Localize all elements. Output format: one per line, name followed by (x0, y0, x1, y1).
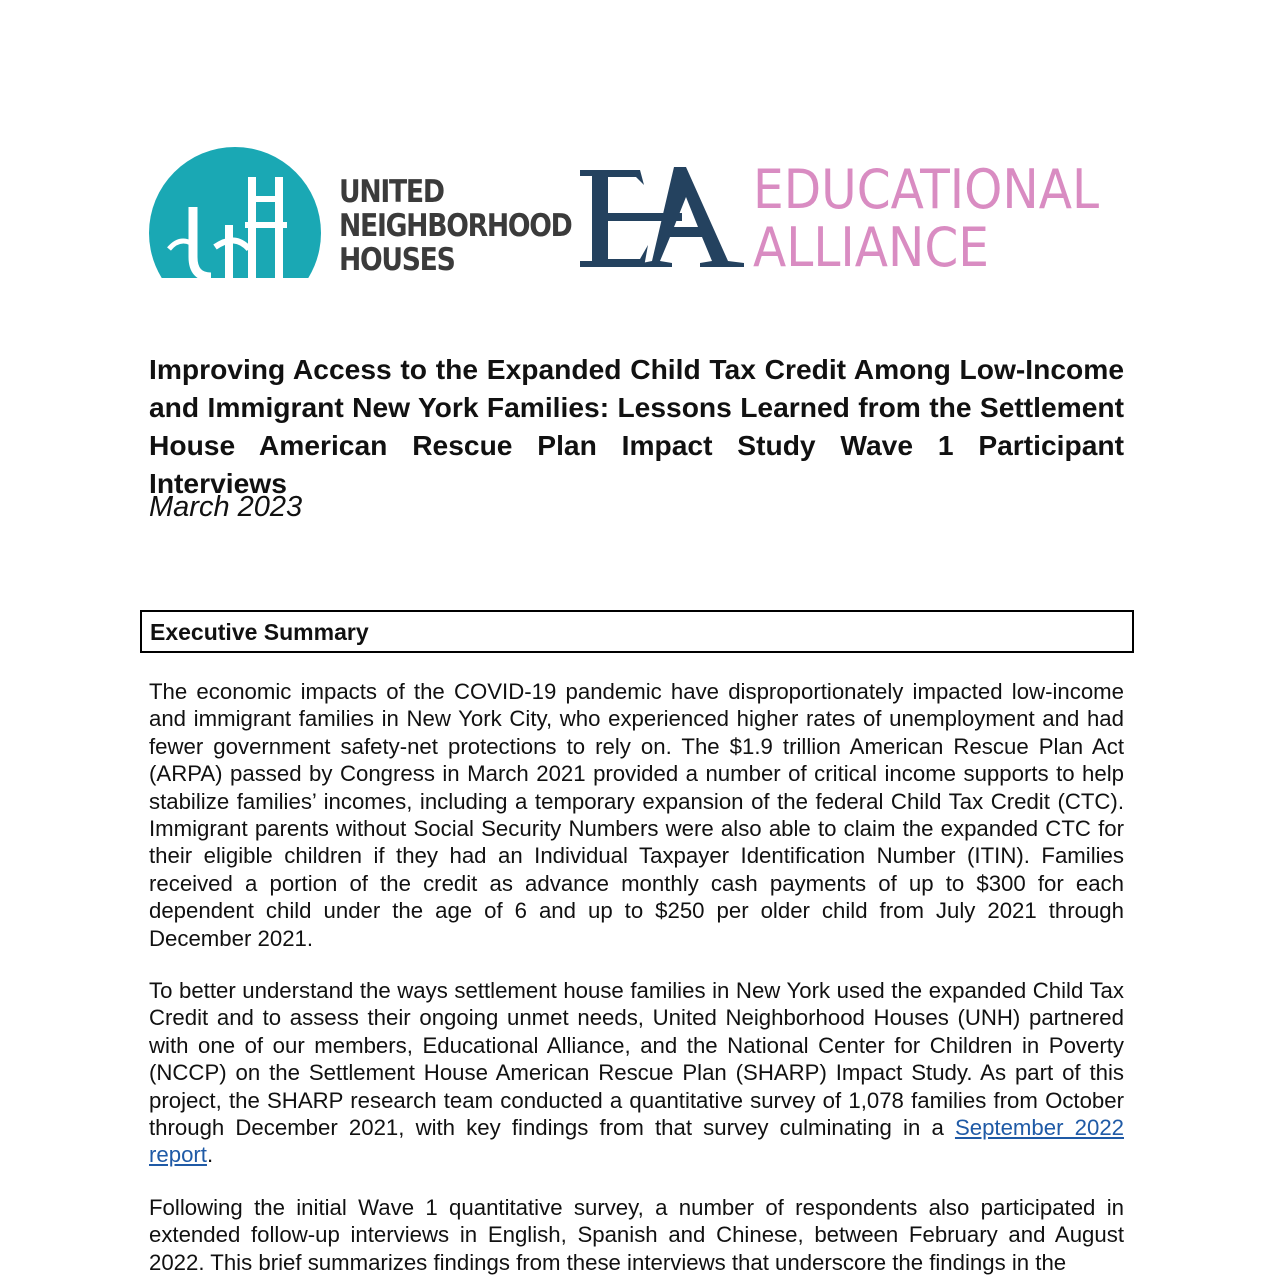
ea-logo-wordmark (753, 158, 1100, 279)
unh-logo-wordmark (339, 175, 571, 277)
unh-line-3: HOUSES (339, 242, 455, 278)
document-date: March 2023 (149, 491, 303, 523)
body-paragraph-3: Following the initial Wave 1 quantitative survey, a number of respondents also participated in extended follow-up interviews in English, Spanish and Chinese, between February and August 2022. This brief summarizes findings from these interviews that underscore the findings in the (149, 1195, 1124, 1275)
section-heading-box (140, 610, 1134, 653)
unh-line-1: UNITED (339, 174, 444, 210)
body-paragraph-2-end: . (206, 1142, 214, 1168)
september-report-link[interactable]: September 2022 report (149, 1115, 1124, 1168)
ea-logo[interactable] (578, 137, 1138, 282)
ea-line-1: EDUCATIONAL (753, 158, 1100, 221)
body-paragraph-2-text: To better understand the ways settlement house families in New York used the expanded Child Tax Credit and to assess their ongoing unmet needs, United Neighborhood Houses (UNH) partnered with one of our members, Educational Alliance, and the National Center for Children in Poverty (NCCP) on the Settlement House American Rescue Plan (SHARP) Impact Study. As part of this project, the SHARP research team conducted a quantitative survey of 1,078 families from October through December 2021, with key findings from that survey culminating in a (149, 978, 1124, 1141)
logo-bar (149, 137, 1129, 282)
body-paragraph-1: The economic impacts of the COVID-19 pandemic have disproportionately impacted low-income and immigrant families in New York City, who experienced higher rates of unemployment and had fewer government safety-net protections to rely on. The $1.9 trillion American Rescue Plan Act (ARPA) passed by Congress in March 2021 provided a number of critical income supports to help stabilize families’ incomes, including a temporary expansion of the federal Child Tax Credit (CTC). Immigrant parents without Social Security Numbers were also able to claim the expanded CTC for their eligible children if they had an Individual Taxpayer Identification Number (ITIN). Families received a portion of the credit as advance monthly cash payments of up to $300 for each dependent child under the age of 6 and up to $250 per older child from July 2021 through December 2021. (149, 679, 1124, 951)
ea-logo-mark-icon (578, 167, 748, 272)
section-heading: Executive Summary (150, 619, 369, 645)
unh-logo[interactable] (149, 137, 574, 282)
document-title: Improving Access to the Expanded Child Tax Credit Among Low-Income and Immigrant New York Families: Lessons Learned from the Settlement House American Rescue Plan Impact Study Wave 1 Participant Interviews (149, 353, 1124, 499)
unh-line-2: NEIGHBORHOOD (339, 208, 572, 244)
unh-logo-mark-icon (149, 137, 321, 278)
body-paragraph-2 (149, 977, 1124, 1169)
ea-line-2: ALLIANCE (753, 216, 989, 279)
